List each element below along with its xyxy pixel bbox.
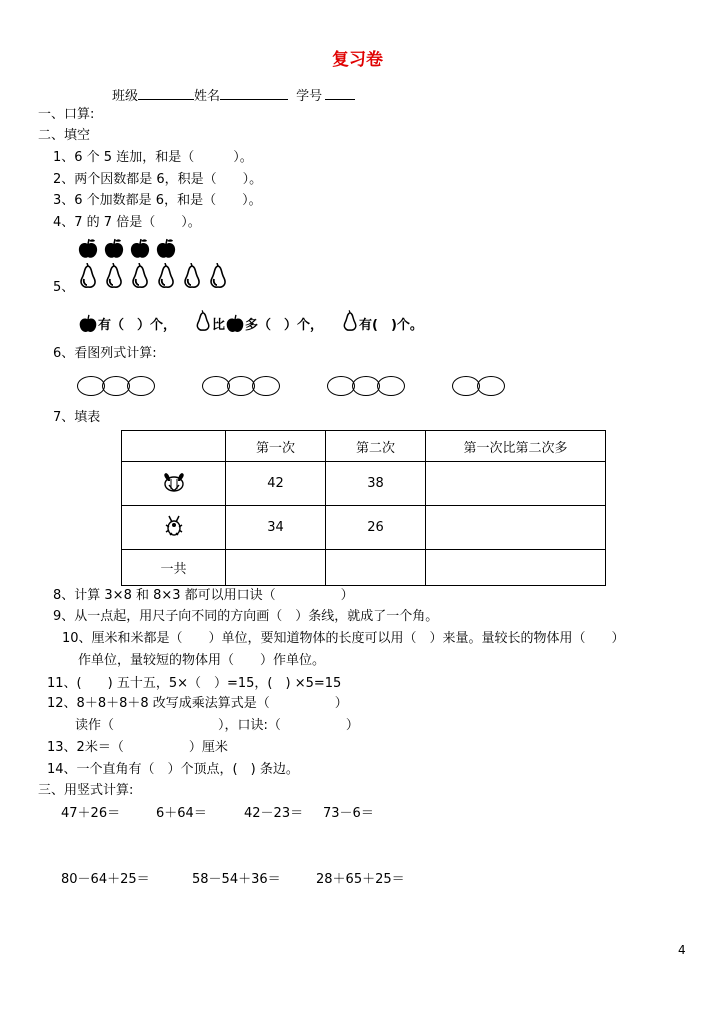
class-label: 班级 [112,89,139,104]
section-oral-calc: 一、口算: [38,107,95,122]
student-id-label: 学号 [296,89,323,104]
rabbit-icon [161,471,187,493]
table-answer-cell[interactable] [426,462,606,506]
circle-shape [477,376,505,396]
circle-shape [102,376,130,396]
circle-shape [202,376,230,396]
circle-shape [77,376,105,396]
question-14: 14、一个直角有（ ）个顶点，( ) 条边。 [47,762,299,777]
question-3: 3、6 个加数都是 6，和是（ ）。 [53,193,262,208]
apple-icon [129,238,151,260]
section-vertical-calc: 三、用竖式计算: [38,783,134,798]
question-4: 4、7 的 7 倍是（ ）。 [53,215,201,230]
q5-apple-count-text: 有（ ）个， [98,318,177,333]
student-info-line [112,87,355,105]
q5-difference-text: 多（ ）个， [245,318,324,333]
circle-group [202,376,277,396]
table-row-total-label: 一共 [122,550,226,586]
calc-expression: 80－64＋25＝ [61,872,150,887]
table-row-icon-cell [122,462,226,506]
student-id-field[interactable] [325,87,355,100]
table-answer-cell[interactable] [226,550,326,586]
pear-icon [129,263,151,289]
table-answer-cell[interactable] [426,550,606,586]
circle-group [452,376,502,396]
circle-shape [377,376,405,396]
pear-icon [77,263,99,289]
question-1: 1、6 个 5 连加，和是（ ）。 [53,150,253,165]
circle-group [327,376,402,396]
table-answer-cell[interactable] [326,550,426,586]
table-header-difference: 第一次比第二次多 [426,431,606,462]
calc-expression: 42－23＝ [244,806,304,821]
table-cell: 34 [226,506,326,550]
question-10-line-1: 10、厘米和米都是（ ）单位，要知道物体的长度可以用（ ）来量。量较长的物体用（ ） [62,631,625,646]
question-13: 13、2米＝（ ）厘米 [47,740,228,755]
apple-icon [77,238,99,260]
circle-group [77,376,152,396]
calc-expression: 6＋64＝ [156,806,207,821]
q5-compare-word: 比 [212,318,226,333]
circle-shape [327,376,355,396]
question-6: 6、看图列式计算: [53,346,157,361]
circle-shape [127,376,155,396]
question-9: 9、从一点起，用尺子向不同的方向画（ ）条线，就成了一个角。 [53,609,439,624]
pear-icon [181,263,203,289]
calc-expression: 47＋26＝ [61,806,121,821]
apple-icon [225,314,245,334]
table-row-icon-cell [122,506,226,550]
question-5-compare-line [78,308,423,334]
question-5-number: 5、 [53,280,75,295]
table-header-second: 第二次 [326,431,426,462]
pear-row [77,263,229,289]
apple-icon [103,238,125,260]
circle-shape [227,376,255,396]
page-title: 复习卷 [332,50,383,70]
page-number: 4 [678,943,686,957]
fill-in-table [121,430,606,586]
pear-icon [155,263,177,289]
calc-expression: 58－54＋36＝ [192,872,281,887]
section-fill-blank: 二、填空 [38,128,91,143]
pear-icon [207,263,229,289]
circle-shape [352,376,380,396]
table-answer-cell[interactable] [426,506,606,550]
table-cell: 26 [326,506,426,550]
pear-icon [341,308,359,334]
pear-icon [194,308,212,334]
apple-row [77,238,177,260]
name-field[interactable] [220,87,288,100]
table-header-blank [122,431,226,462]
circle-shape [452,376,480,396]
name-label: 姓名 [194,89,221,104]
question-2: 2、两个因数都是 6，积是（ ）。 [53,172,263,187]
table-cell: 42 [226,462,326,506]
question-7: 7、填表 [53,410,101,425]
question-12-line-1: 12、8＋8＋8＋8 改写成乘法算式是（ ） [47,696,348,711]
class-field[interactable] [138,87,194,100]
question-11: 11、( ) 五十五，5×（ ）=15，( ) ×5=15 [47,676,342,691]
apple-icon [78,314,98,334]
bug-icon [163,514,185,538]
question-10-line-2: 作单位，量较短的物体用（ ）作单位。 [78,653,326,668]
calc-expression: 28＋65＋25＝ [316,872,405,887]
apple-icon [155,238,177,260]
question-8: 8、计算 3×8 和 8×3 都可以用口诀（ ） [53,588,354,603]
table-cell: 38 [326,462,426,506]
circle-shape [252,376,280,396]
pear-icon [103,263,125,289]
table-header-first: 第一次 [226,431,326,462]
q5-pear-count-text: 有( )个。 [359,318,423,333]
calc-expression: 73－6＝ [323,806,374,821]
question-12-line-2: 读作（ ），口诀:（ ） [75,718,359,733]
